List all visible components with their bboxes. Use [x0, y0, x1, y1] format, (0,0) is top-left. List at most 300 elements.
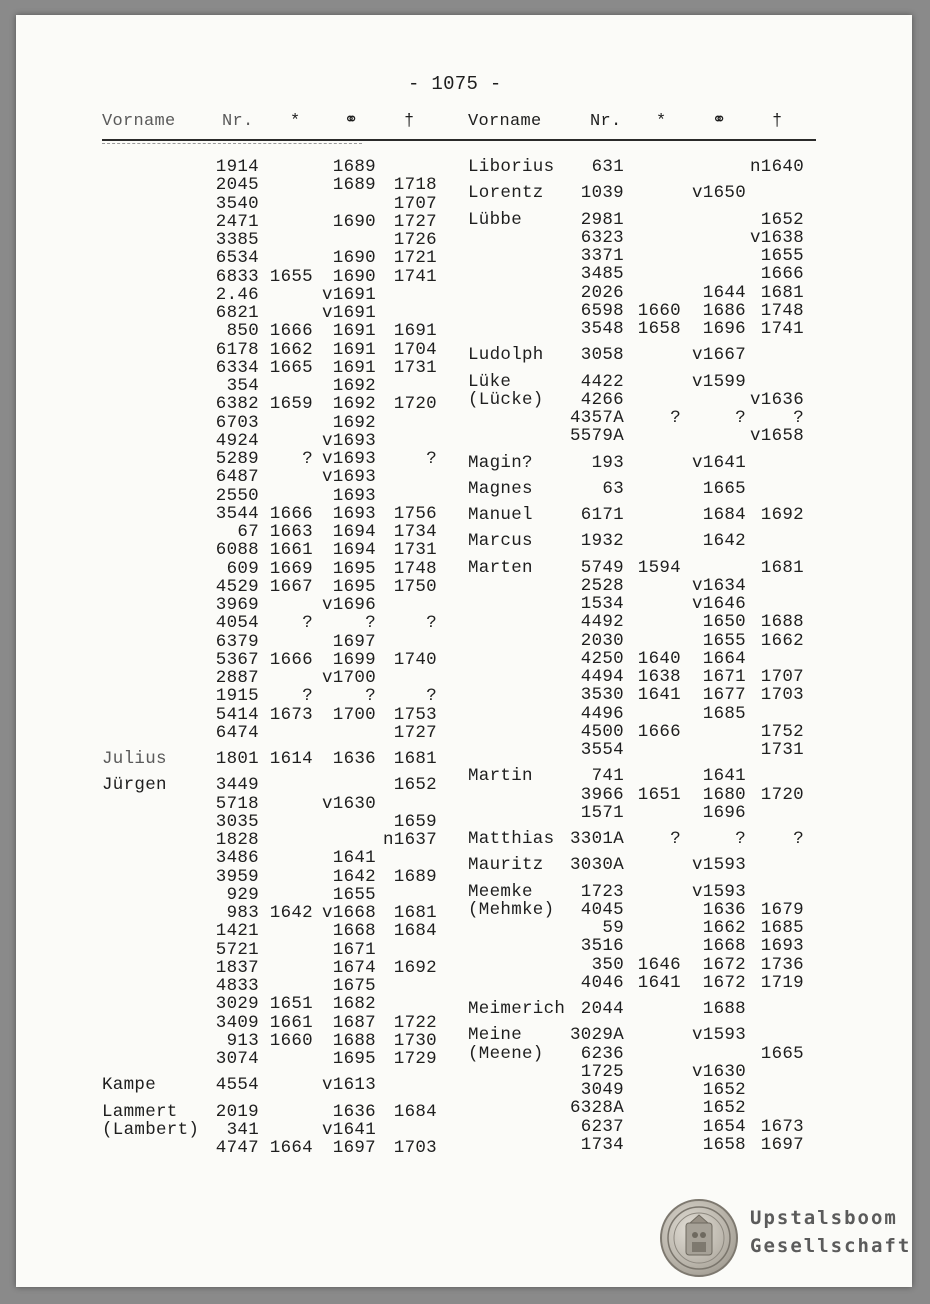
- entry-year: 1675: [332, 976, 376, 996]
- header-vorname-right: Vorname: [468, 112, 542, 131]
- entry-number: 63: [602, 478, 624, 499]
- entry-year: ?: [426, 686, 437, 707]
- entry-number: 1421: [215, 921, 259, 942]
- entry-number: 6379: [215, 631, 259, 652]
- entry-year: 1703: [393, 1138, 437, 1158]
- entry-number: 59: [602, 918, 624, 938]
- entry-year: 1722: [393, 1012, 437, 1033]
- entry-number: 4500: [580, 721, 624, 742]
- entry-number: 5367: [215, 649, 259, 670]
- entry-number: 3049: [580, 1080, 624, 1100]
- entry-year: 1666: [760, 264, 804, 285]
- entry-year: 1655: [760, 246, 804, 266]
- entry-number: 609: [226, 558, 259, 579]
- entry-year: 1666: [637, 721, 681, 742]
- entry-year: v1667: [691, 345, 746, 366]
- entry-year: 1671: [702, 667, 746, 687]
- header-rule-faint: [102, 143, 362, 144]
- entry-number: 3074: [215, 1049, 259, 1069]
- society-logo: [660, 1199, 912, 1279]
- entry-number: 1039: [580, 183, 624, 204]
- entry-year: ?: [365, 686, 376, 707]
- entry-number: 5414: [215, 704, 259, 725]
- entry-number: 4357A: [569, 408, 624, 428]
- entry-year: 1660: [637, 300, 681, 321]
- entry-year: 1686: [702, 300, 746, 321]
- entry-year: v1650: [691, 183, 746, 204]
- entry-number: 741: [591, 766, 624, 787]
- entry-year: 1671: [332, 939, 376, 960]
- page-number: - 1075 -: [408, 73, 502, 95]
- entry-year: 1641: [637, 972, 681, 993]
- entry-number: 6236: [580, 1043, 624, 1064]
- entry-year: 1736: [760, 954, 804, 975]
- entry-number: 6323: [580, 227, 624, 248]
- entry-number: 4492: [580, 612, 624, 633]
- entry-year: 1654: [702, 1116, 746, 1137]
- entry-year: 1636: [332, 749, 376, 769]
- entry-year: v1700: [321, 668, 376, 688]
- entry-number: 1734: [580, 1134, 624, 1155]
- entry-number: 2019: [215, 1101, 259, 1122]
- entry-year: 1661: [269, 1012, 313, 1033]
- entry-number: 6171: [580, 505, 624, 525]
- given-name: Magnes: [468, 478, 533, 499]
- entry-year: 1668: [702, 936, 746, 957]
- entry-year: 1697: [332, 1138, 376, 1158]
- given-name: Mauritz: [468, 855, 544, 876]
- entry-year: 1652: [702, 1080, 746, 1100]
- entry-year: v1668: [321, 903, 376, 923]
- header-birth-right: *: [656, 112, 667, 131]
- entry-year: 1594: [637, 557, 681, 578]
- entry-year: 1741: [760, 319, 804, 339]
- entry-year: ?: [365, 613, 376, 634]
- given-name: Julius: [102, 749, 167, 769]
- entry-year: 1688: [332, 1030, 376, 1051]
- entry-year: v1634: [691, 575, 746, 596]
- entry-year: 1652: [702, 1098, 746, 1119]
- entry-year: 1668: [332, 921, 376, 942]
- entry-year: 1692: [393, 957, 437, 978]
- entry-year: 1707: [760, 667, 804, 687]
- entry-year: v1593: [691, 881, 746, 902]
- entry-year: 1729: [393, 1049, 437, 1069]
- entry-year: v1693: [321, 467, 376, 488]
- entry-number: 2471: [215, 211, 259, 232]
- entry-year: 1731: [760, 740, 804, 760]
- entry-number: 913: [226, 1030, 259, 1051]
- entry-year: v1638: [749, 227, 804, 248]
- entry-year: 1720: [760, 784, 804, 805]
- entry-year: ?: [735, 829, 746, 849]
- entry-number: 3029A: [569, 1025, 624, 1046]
- entry-number: 4833: [215, 976, 259, 996]
- entry-year: 1696: [702, 319, 746, 339]
- entry-number: 1725: [580, 1061, 624, 1082]
- given-name: (Meene): [468, 1043, 544, 1064]
- entry-year: 1642: [332, 866, 376, 887]
- entry-year: 1662: [760, 630, 804, 651]
- given-name: Ludolph: [468, 345, 544, 366]
- entry-number: 6487: [215, 467, 259, 488]
- entry-year: 1662: [269, 339, 313, 360]
- entry-number: 4494: [580, 667, 624, 687]
- entry-year: 1642: [702, 531, 746, 552]
- entry-number: 350: [591, 954, 624, 975]
- entry-number: 1571: [580, 802, 624, 823]
- entry-number: 4554: [215, 1075, 259, 1096]
- entry-year: 1665: [702, 478, 746, 499]
- entry-year: 1663: [269, 522, 313, 542]
- entry-year: 1695: [332, 576, 376, 597]
- entry-year: 1659: [393, 811, 437, 832]
- entry-year: 1731: [393, 357, 437, 378]
- entry-number: 1837: [215, 957, 259, 978]
- entry-year: 1659: [269, 394, 313, 415]
- entry-number: 5289: [215, 449, 259, 469]
- entry-year: 1727: [393, 211, 437, 232]
- entry-number: 6598: [580, 300, 624, 321]
- entry-year: 1681: [760, 557, 804, 578]
- given-name: Jürgen: [102, 775, 167, 796]
- entry-number: 2981: [580, 209, 624, 230]
- entry-year: ?: [793, 829, 804, 849]
- entry-year: 1673: [269, 704, 313, 725]
- entry-year: 1748: [393, 558, 437, 579]
- header-death-left: †: [404, 112, 415, 131]
- given-name: (Lücke): [468, 389, 544, 410]
- given-name: Meemke: [468, 881, 533, 902]
- entry-number: 3540: [215, 193, 259, 214]
- brand-line-2: Gesellschaft: [750, 1235, 912, 1257]
- entry-number: 4529: [215, 576, 259, 597]
- entry-number: 5718: [215, 793, 259, 814]
- entry-number: 631: [591, 157, 624, 177]
- entry-year: v1691: [321, 284, 376, 305]
- entry-year: 1681: [760, 282, 804, 303]
- entry-year: 1741: [393, 266, 437, 287]
- entry-year: 1691: [332, 357, 376, 378]
- entry-number: 3029: [215, 994, 259, 1015]
- entry-year: v1593: [691, 1025, 746, 1046]
- header-rule: [102, 139, 816, 141]
- entry-number: 6328A: [569, 1098, 624, 1119]
- header-nr-left: Nr.: [222, 112, 254, 131]
- entry-number: 3959: [215, 866, 259, 887]
- entry-year: 1685: [760, 918, 804, 938]
- entry-number: 6703: [215, 412, 259, 433]
- entry-year: 1734: [393, 522, 437, 542]
- entry-year: 1673: [760, 1116, 804, 1137]
- entry-number: 4054: [215, 613, 259, 634]
- entry-number: 6382: [215, 394, 259, 415]
- entry-year: 1636: [702, 899, 746, 920]
- entry-number: 2044: [580, 999, 624, 1019]
- entry-number: 3449: [215, 775, 259, 796]
- entry-year: 1658: [702, 1134, 746, 1155]
- entry-year: v1599: [691, 371, 746, 392]
- entry-year: ?: [426, 613, 437, 634]
- entry-year: 1681: [393, 749, 437, 769]
- entry-year: 1692: [332, 376, 376, 396]
- entry-number: 6088: [215, 540, 259, 561]
- entry-number: 3530: [580, 685, 624, 706]
- entry-year: 1690: [332, 266, 376, 287]
- entry-number: 2887: [215, 668, 259, 688]
- entry-year: 1660: [269, 1030, 313, 1051]
- entry-year: ?: [426, 449, 437, 469]
- entry-year: 1718: [393, 175, 437, 196]
- entry-year: 1719: [760, 972, 804, 993]
- given-name: Meine: [468, 1025, 523, 1046]
- given-name: Kampe: [102, 1075, 157, 1096]
- entry-year: v1693: [321, 430, 376, 451]
- entry-year: v1641: [321, 1119, 376, 1140]
- entry-year: 1688: [702, 999, 746, 1019]
- entry-year: 1646: [637, 954, 681, 975]
- entry-year: 1685: [702, 703, 746, 724]
- given-name: Lüke: [468, 371, 512, 392]
- entry-year: ?: [302, 449, 313, 469]
- header-marriage-left: ⚭: [344, 112, 359, 131]
- entry-number: 193: [591, 452, 624, 473]
- header-nr-right: Nr.: [590, 112, 622, 131]
- entry-year: 1691: [332, 321, 376, 342]
- given-name: (Mehmke): [468, 899, 555, 920]
- entry-year: 1651: [637, 784, 681, 805]
- entry-year: 1674: [332, 957, 376, 978]
- given-name: Meimerich: [468, 999, 566, 1019]
- entry-number: 6178: [215, 339, 259, 360]
- entry-year: 1689: [332, 157, 376, 177]
- entry-number: 3371: [580, 246, 624, 266]
- entry-year: 1687: [332, 1012, 376, 1033]
- entry-year: 1693: [332, 503, 376, 524]
- entry-number: 3516: [580, 936, 624, 957]
- seal-emblem-icon: [660, 1199, 738, 1277]
- entry-number: 3966: [580, 784, 624, 805]
- entry-number: 3485: [580, 264, 624, 285]
- entry-year: 1652: [760, 209, 804, 230]
- entry-year: 1696: [702, 802, 746, 823]
- entry-year: 1684: [393, 921, 437, 942]
- entry-number: 2550: [215, 485, 259, 506]
- entry-number: 5721: [215, 939, 259, 960]
- entry-year: 1726: [393, 230, 437, 250]
- document-page: [16, 15, 912, 1287]
- entry-year: 1727: [393, 722, 437, 743]
- entry-number: 2045: [215, 175, 259, 196]
- entry-year: 1704: [393, 339, 437, 360]
- entry-number: 3969: [215, 595, 259, 615]
- entry-year: 1697: [332, 631, 376, 652]
- entry-number: 4924: [215, 430, 259, 451]
- entry-year: ?: [302, 686, 313, 707]
- entry-year: 1666: [269, 649, 313, 670]
- entry-number: 1828: [215, 830, 259, 850]
- entry-year: 1720: [393, 394, 437, 415]
- entry-year: 1688: [760, 612, 804, 633]
- entry-year: 1666: [269, 503, 313, 524]
- entry-year: 1721: [393, 248, 437, 269]
- entry-number: 2026: [580, 282, 624, 303]
- entry-number: 6821: [215, 303, 259, 323]
- entry-number: 2030: [580, 630, 624, 651]
- entry-number: 1801: [215, 749, 259, 769]
- given-name: Marten: [468, 557, 533, 578]
- entry-number: 4045: [580, 899, 624, 920]
- entry-number: 4496: [580, 703, 624, 724]
- entry-year: 1731: [393, 540, 437, 561]
- given-name: Martin: [468, 766, 533, 787]
- entry-year: 1684: [702, 505, 746, 525]
- entry-year: n1640: [749, 157, 804, 177]
- entry-number: 67: [237, 522, 259, 542]
- entry-year: 1641: [702, 766, 746, 787]
- entry-year: v1613: [321, 1075, 376, 1096]
- entry-year: 1753: [393, 704, 437, 725]
- entry-year: ?: [670, 829, 681, 849]
- entry-number: 1915: [215, 686, 259, 707]
- entry-year: v1693: [321, 449, 376, 469]
- entry-year: 1730: [393, 1030, 437, 1051]
- entry-year: 1740: [393, 649, 437, 670]
- entry-year: 1694: [332, 522, 376, 542]
- entry-number: 1914: [215, 157, 259, 177]
- entry-year: 1756: [393, 503, 437, 524]
- entry-year: 1681: [393, 903, 437, 923]
- entry-year: 1665: [269, 357, 313, 378]
- entry-year: v1630: [691, 1061, 746, 1082]
- entry-year: 1652: [393, 775, 437, 796]
- entry-year: 1690: [332, 248, 376, 269]
- entry-number: 3554: [580, 740, 624, 760]
- entry-year: 1650: [702, 612, 746, 633]
- entry-number: 6833: [215, 266, 259, 287]
- entry-year: 1691: [393, 321, 437, 342]
- entry-number: 3301A: [569, 829, 624, 849]
- entry-year: 1667: [269, 576, 313, 597]
- entry-year: 1694: [332, 540, 376, 561]
- entry-year: 1665: [760, 1043, 804, 1064]
- entry-year: ?: [302, 613, 313, 634]
- entry-number: 1723: [580, 881, 624, 902]
- entry-year: ?: [735, 408, 746, 428]
- entry-number: 3030A: [569, 855, 624, 876]
- given-name: Liborius: [468, 157, 555, 177]
- entry-year: v1593: [691, 855, 746, 876]
- entry-year: 1707: [393, 193, 437, 214]
- entry-number: 3058: [580, 345, 624, 366]
- entry-year: 1636: [332, 1101, 376, 1122]
- entry-year: 1682: [332, 994, 376, 1015]
- entry-number: 2528: [580, 575, 624, 596]
- entry-number: 983: [226, 903, 259, 923]
- header-marriage-right: ⚭: [712, 112, 727, 131]
- entry-number: 341: [226, 1119, 259, 1140]
- entry-year: 1690: [332, 211, 376, 232]
- header-birth-left: *: [290, 112, 301, 131]
- entry-number: 6237: [580, 1116, 624, 1137]
- entry-year: 1689: [393, 866, 437, 887]
- entry-year: 1692: [760, 505, 804, 525]
- entry-year: 1689: [332, 175, 376, 196]
- entry-year: 1703: [760, 685, 804, 706]
- entry-year: ?: [793, 408, 804, 428]
- entry-year: 1655: [702, 630, 746, 651]
- given-name: Marcus: [468, 531, 533, 552]
- entry-number: 6334: [215, 357, 259, 378]
- entry-number: 354: [226, 376, 259, 396]
- entry-year: 1641: [332, 848, 376, 869]
- entry-year: 1641: [637, 685, 681, 706]
- entry-number: 3486: [215, 848, 259, 869]
- entry-year: 1750: [393, 576, 437, 597]
- given-name: (Lambert): [102, 1119, 200, 1140]
- header-vorname-left: Vorname: [102, 112, 176, 131]
- entry-year: 1677: [702, 685, 746, 706]
- entry-year: v1641: [691, 452, 746, 473]
- entry-year: 1614: [269, 749, 313, 769]
- given-name: Matthias: [468, 829, 555, 849]
- entry-number: 1932: [580, 531, 624, 552]
- header-death-right: †: [772, 112, 783, 131]
- entry-year: v1658: [749, 426, 804, 447]
- entry-year: 1640: [637, 648, 681, 669]
- entry-year: 1693: [760, 936, 804, 957]
- entry-year: 1672: [702, 954, 746, 975]
- entry-year: 1752: [760, 721, 804, 742]
- entry-year: 1680: [702, 784, 746, 805]
- entry-number: 929: [226, 884, 259, 905]
- entry-year: 1642: [269, 903, 313, 923]
- entry-year: 1669: [269, 558, 313, 579]
- entry-year: 1692: [332, 394, 376, 415]
- entry-number: 3409: [215, 1012, 259, 1033]
- entry-year: v1696: [321, 595, 376, 615]
- entry-year: 1695: [332, 1049, 376, 1069]
- entry-year: 1699: [332, 649, 376, 670]
- entry-year: n1637: [382, 830, 437, 850]
- given-name: Lorentz: [468, 183, 544, 204]
- entry-number: 850: [226, 321, 259, 342]
- entry-year: 1697: [760, 1134, 804, 1155]
- entry-year: ?: [670, 408, 681, 428]
- entry-year: 1655: [332, 884, 376, 905]
- entry-year: 1684: [393, 1101, 437, 1122]
- entry-year: v1646: [691, 594, 746, 614]
- entry-number: 4046: [580, 972, 624, 993]
- entry-year: 1672: [702, 972, 746, 993]
- entry-year: 1664: [269, 1138, 313, 1158]
- entry-year: 1651: [269, 994, 313, 1015]
- entry-year: v1691: [321, 303, 376, 323]
- entry-year: v1630: [321, 793, 376, 814]
- entry-year: 1638: [637, 667, 681, 687]
- entry-year: 1658: [637, 319, 681, 339]
- given-name: Manuel: [468, 505, 533, 525]
- entry-year: 1661: [269, 540, 313, 561]
- entry-year: 1666: [269, 321, 313, 342]
- entry-number: 3544: [215, 503, 259, 524]
- entry-year: 1692: [332, 412, 376, 433]
- entry-number: 5579A: [569, 426, 624, 447]
- entry-number: 3035: [215, 811, 259, 832]
- entry-number: 6534: [215, 248, 259, 269]
- entry-year: 1679: [760, 899, 804, 920]
- entry-year: 1693: [332, 485, 376, 506]
